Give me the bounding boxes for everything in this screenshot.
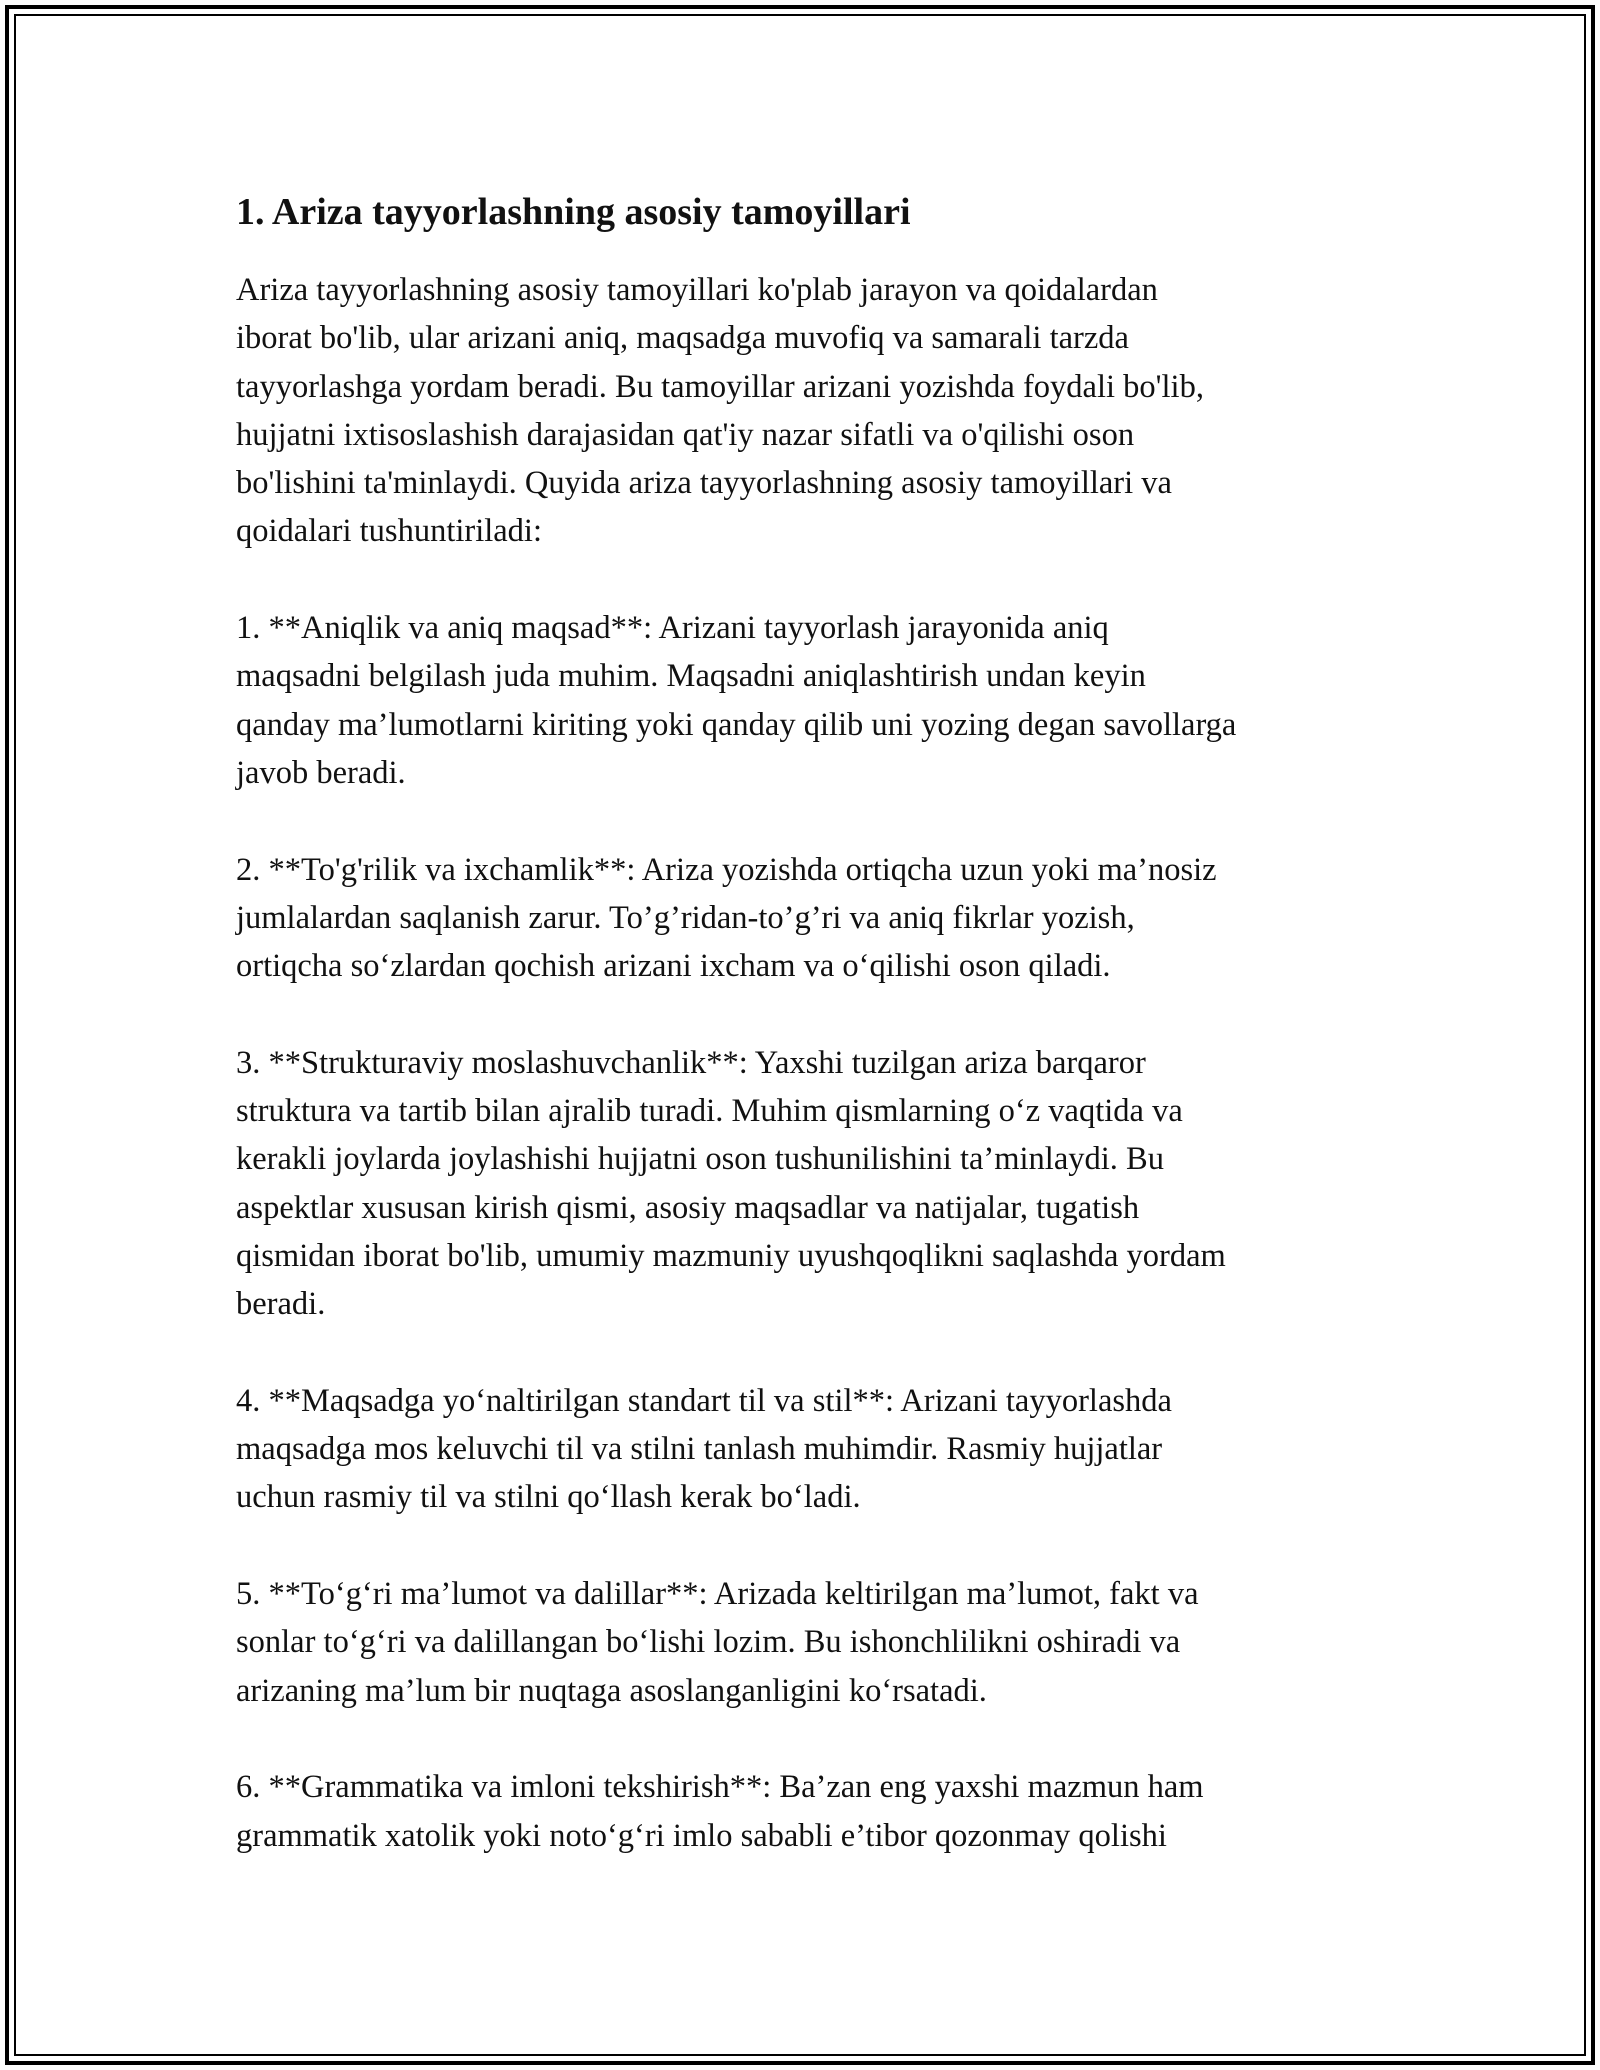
paragraph-line: 2. **To'g'rilik va ixchamlik**: Ariza yozishda ortiqcha uzun yoki ma’nosiz (236, 851, 1217, 888)
paragraph-line: kerakli joylarda joylashishi hujjatni oson tushunilishini ta’minlaydi. Bu (236, 1141, 1164, 1178)
paragraph-line: hujjatni ixtisoslashish darajasidan qat'iy nazar sifatli va o'qilishi oson (236, 416, 1135, 453)
paragraph-line: javob beradi. (236, 754, 406, 791)
paragraph-line: qanday ma’lumotlarni kiriting yoki qanday qilib uni yozing degan savollarga (236, 706, 1237, 743)
paragraph-line: aspektlar xususan kirish qismi, asosiy maqsadlar va natijalar, tugatish (236, 1189, 1140, 1226)
paragraph-line: sonlar to‘g‘ri va dalillangan bo‘lishi lozim. Bu ishonchlilikni oshiradi va (236, 1624, 1181, 1661)
paragraph-line: uchun rasmiy til va stilni qo‘llash kerak bo‘ladi. (236, 1479, 861, 1516)
paragraph-line: bo'lishini ta'minlaydi. Quyida ariza tayyorlashning asosiy tamoyillari va (236, 465, 1172, 502)
paragraph-line: maqsadga mos keluvchi til va stilni tanlash muhimdir. Rasmiy hujjatlar (236, 1431, 1163, 1468)
paragraph-line: qoidalari tushuntiriladi: (236, 513, 542, 550)
paragraph-line: iborat bo'lib, ular arizani aniq, maqsadga muvofiq va samarali tarzda (236, 320, 1129, 357)
paragraph-line: 1. **Aniqlik va aniq maqsad**: Arizani tayyorlash jarayonida aniq (236, 610, 1109, 647)
paragraph-line: struktura va tartib bilan ajralib turadi. Muhim qismlarning o‘z vaqtida va (236, 1093, 1183, 1130)
intro-paragraph (236, 266, 1386, 556)
section-heading: 1. Ariza tayyorlashning asosiy tamoyillari (236, 191, 911, 233)
paragraph-line: ortiqcha so‘zlardan qochish arizani ixcham va o‘qilishi oson qiladi. (236, 948, 1111, 985)
paragraph-line: grammatik xatolik yoki noto‘g‘ri imlo sababli e’tibor qozonmay qolishi (236, 1817, 1167, 1854)
paragraph-line: arizaning ma’lum bir nuqtaga asoslanganligini ko‘rsatadi. (236, 1672, 987, 1709)
principle-6-paragraph (236, 1763, 1386, 1860)
principle-5-paragraph (236, 1570, 1386, 1715)
paragraph-line: beradi. (236, 1286, 326, 1323)
paragraph-line: qismidan iborat bo'lib, umumiy mazmuniy uyushqoqlikni saqlashda yordam (236, 1237, 1226, 1274)
principle-3-paragraph (236, 1039, 1386, 1329)
principle-2-paragraph (236, 846, 1386, 991)
paragraph-line: 4. **Maqsadga yo‘naltirilgan standart til va stil**: Arizani tayyorlashda (236, 1382, 1172, 1419)
paragraph-line: 5. **To‘g‘ri ma’lumot va dalillar**: Arizada keltirilgan ma’lumot, fakt va (236, 1576, 1199, 1613)
paragraph-line: maqsadni belgilash juda muhim. Maqsadni aniqlashtirish undan keyin (236, 658, 1146, 695)
paragraph-line: Ariza tayyorlashning asosiy tamoyillari ko'plab jarayon va qoidalardan (236, 272, 1158, 308)
principle-1-paragraph (236, 604, 1386, 797)
paragraph-line: 6. **Grammatika va imloni tekshirish**: Ba’zan eng yaxshi mazmun ham (236, 1769, 1204, 1806)
paragraph-line: 3. **Strukturaviy moslashuvchanlik**: Yaxshi tuzilgan ariza barqaror (236, 1044, 1146, 1081)
principle-4-paragraph (236, 1377, 1386, 1522)
document-body (236, 186, 1386, 1860)
paragraph-line: tayyorlashga yordam beradi. Bu tamoyillar arizani yozishda foydali bo'lib, (236, 368, 1204, 405)
paragraph-line: jumlalardan saqlanish zarur. To’g’ridan-to’g’ri va aniq fikrlar yozish, (236, 899, 1135, 936)
